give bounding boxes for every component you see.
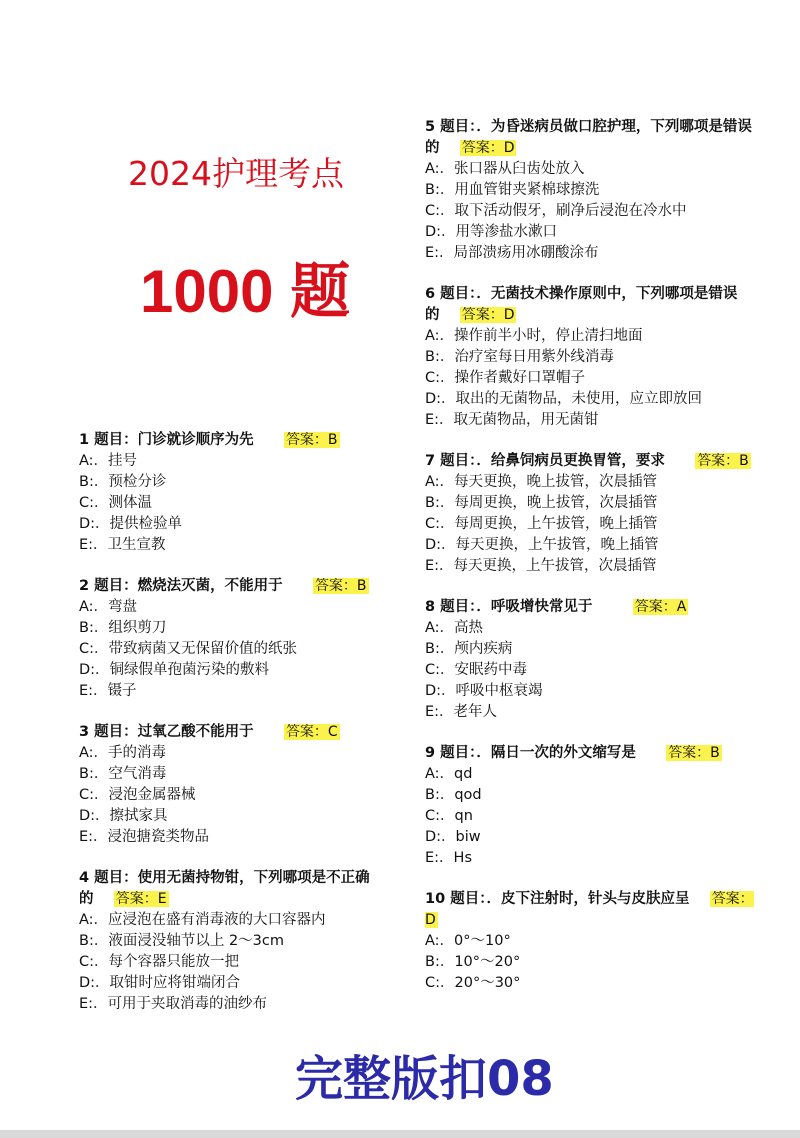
option-item: E:．Hs <box>425 850 473 866</box>
option-item: C:．20°～30° <box>425 975 521 991</box>
option-item: A:．张口器从臼齿处放入 <box>425 161 585 177</box>
answer-badge: 答案：B <box>285 432 338 448</box>
question-2 <box>79 576 409 702</box>
option-item: E:．可用于夹取消毒的油纱布 <box>79 996 268 1012</box>
option-item: D:．取钳时应将钳端闭合 <box>79 975 241 991</box>
question-text: 7 题目：．给鼻饲病员更换胃管，要求 <box>425 453 665 469</box>
question-text: 8 题目：．呼吸增快常见于 <box>425 599 593 615</box>
option-item: A:．弯盘 <box>79 599 138 615</box>
option-item: B:．组织剪刀 <box>79 620 167 636</box>
option-item: B:．空气消毒 <box>79 766 167 782</box>
question-8 <box>425 597 755 723</box>
option-item: B:．治疗室每日用紫外线消毒 <box>425 349 614 365</box>
option-item: E:．局部溃疡用冰硼酸涂布 <box>425 245 599 261</box>
option-item: C:．浸泡金属器械 <box>79 787 196 803</box>
option-item: B:．10°～20° <box>425 954 521 970</box>
option-item: A:．0°～10° <box>425 933 511 949</box>
option-item: B:．颅内疾病 <box>425 641 513 657</box>
question-5 <box>425 117 755 264</box>
option-item: A:．手的消毒 <box>79 745 167 761</box>
question-7 <box>425 451 755 577</box>
option-item: C:．带致病菌又无保留价值的纸张 <box>79 641 298 657</box>
option-item: C:．测体温 <box>79 495 153 511</box>
bottom-divider <box>0 1130 800 1138</box>
option-item: A:．每天更换，晚上拔管，次晨插管 <box>425 474 658 490</box>
option-item: D:．擦拭家具 <box>79 808 168 824</box>
question-1 <box>79 430 409 556</box>
option-item: E:．取无菌物品，用无菌钳 <box>425 412 599 428</box>
option-item: C:．安眠药中毒 <box>425 662 528 678</box>
option-item: E:．每天更换，上午拔管，次晨插管 <box>425 558 657 574</box>
option-item: B:．qod <box>425 787 482 803</box>
option-item: E:．镊子 <box>79 683 137 699</box>
question-text: 2 题目：燃烧法灭菌，不能用于 <box>79 578 283 594</box>
question-text: 9 题目：．隔日一次的外文缩写是 <box>425 745 636 761</box>
option-item: B:．预检分诊 <box>79 474 167 490</box>
question-text: 3 题目：过氧乙酸不能用于 <box>79 724 254 740</box>
answer-badge: 答案：C <box>285 724 338 740</box>
option-item: C:．每个容器只能放一把 <box>79 954 240 970</box>
question-3 <box>79 722 409 848</box>
question-10 <box>425 889 755 994</box>
question-6 <box>425 284 755 431</box>
option-item: C:．操作者戴好口罩帽子 <box>425 370 586 386</box>
question-text: 4 题目：使用无菌持物钳，下列哪项是不正确的 <box>79 870 370 907</box>
question-text: 5 题目：．为昏迷病员做口腔护理，下列哪项是错误的 <box>425 119 752 156</box>
footer-promo: 完整版扣08 <box>295 1051 554 1107</box>
option-item: A:．挂号 <box>79 453 138 469</box>
option-item: C:．qn <box>425 808 473 824</box>
option-item: E:．老年人 <box>425 704 498 720</box>
page-subtitle: 1000 题 <box>140 258 351 325</box>
answer-badge: 答案：B <box>697 453 749 469</box>
option-item: D:．每天更换，上午拔管，晚上插管 <box>425 537 659 553</box>
answer-badge: 答案：B <box>668 745 720 761</box>
option-item: D:．铜绿假单孢菌污染的敷料 <box>79 662 270 678</box>
page-title: 2024护理考点 <box>128 154 344 193</box>
option-item: B:．每周更换，晚上拔管，次晨插管 <box>425 495 658 511</box>
option-item: D:．取出的无菌物品，未使用，应立即放回 <box>425 391 703 407</box>
option-item: D:．呼吸中枢衰竭 <box>425 683 543 699</box>
answer-badge: 答案：E <box>115 891 167 907</box>
question-text: 6 题目：．无菌技术操作原则中，下列哪项是错误的 <box>425 286 738 323</box>
option-item: A:．操作前半小时，停止清扫地面 <box>425 328 643 344</box>
option-item: A:．应浸泡在盛有消毒液的大口容器内 <box>79 912 326 928</box>
option-item: C:．每周更换，上午拔管，晚上插管 <box>425 516 658 532</box>
option-item: E:．卫生宣教 <box>79 537 166 553</box>
right-column <box>425 117 755 1014</box>
option-item: A:．qd <box>425 766 473 782</box>
option-item: E:．浸泡搪瓷类物品 <box>79 829 210 845</box>
option-item: A:．高热 <box>425 620 484 636</box>
question-text: 1 题目：门诊就诊顺序为先 <box>79 432 254 448</box>
option-item: D:．用等渗盐水漱口 <box>425 224 558 240</box>
option-item: B:．液面浸没轴节以上 2～3cm <box>79 933 284 949</box>
option-item: B:．用血管钳夹紧棉球擦洗 <box>425 182 600 198</box>
answer-badge: 答案：D <box>461 140 515 156</box>
option-item: C:．取下活动假牙，刷净后浸泡在冷水中 <box>425 203 687 219</box>
option-item: D:．biw <box>425 829 481 845</box>
question-4 <box>79 868 409 1015</box>
answer-badge: 答案：B <box>314 578 367 594</box>
question-9 <box>425 743 755 869</box>
option-item: D:．提供检验单 <box>79 516 183 532</box>
left-column <box>79 430 409 1035</box>
answer-badge: 答案：D <box>461 307 515 323</box>
answer-badge: 答案：A <box>634 599 687 615</box>
question-text: 10 题目：．皮下注射时，针头与皮肤应呈 <box>425 891 690 907</box>
answer-badge: 答案：D <box>425 891 754 928</box>
